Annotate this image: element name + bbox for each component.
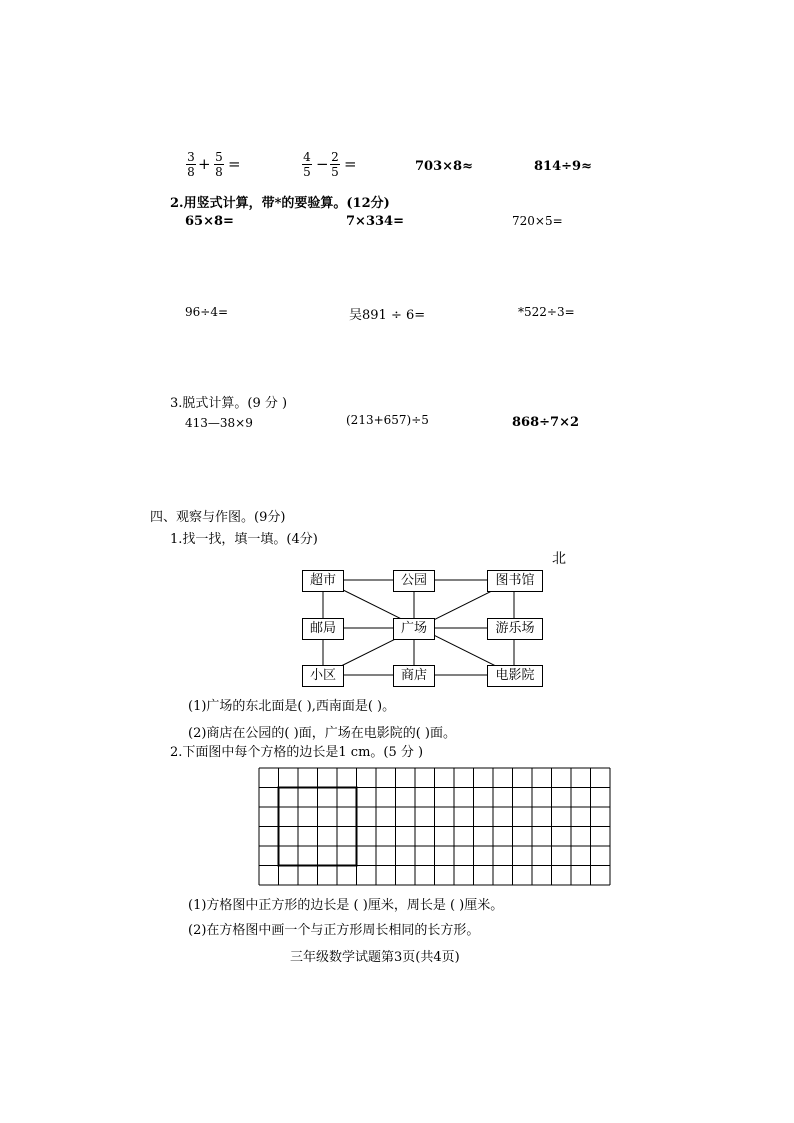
q3-item-1: 413—38×9	[185, 416, 253, 430]
p4-q2-heading: 2.下面图中每个方格的边长是1 cm。(5 分 )	[170, 745, 424, 760]
equals-sign: =	[344, 155, 357, 173]
q2-item-6: *522÷3=	[518, 305, 575, 319]
minus-sign: −	[316, 155, 329, 173]
page-footer: 三年级数学试题第3页(共4页)	[290, 950, 460, 965]
p4-q2-line-2: (2)在方格图中画一个与正方形周长相同的长方形。	[188, 923, 480, 938]
place-shangdian: 商店	[393, 665, 435, 687]
equals-sign: =	[228, 155, 241, 173]
numerator: 4	[303, 150, 311, 164]
place-youlechang: 游乐场	[487, 618, 543, 640]
place-gongyuan: 公园	[393, 570, 435, 592]
square-grid[interactable]	[258, 767, 612, 887]
numerator: 5	[215, 150, 223, 164]
plus-sign: +	[198, 155, 211, 173]
part4-heading: 四、观察与作图。(9分)	[150, 510, 286, 525]
place-dianyingyuan: 电影院	[487, 665, 543, 687]
q2-item-4: 96÷4=	[185, 305, 229, 319]
denominator: 8	[215, 165, 223, 179]
denominator: 5	[303, 165, 311, 179]
numerator: 2	[331, 150, 339, 164]
denominator: 8	[187, 165, 195, 179]
estimate-814div9: 814÷9≈	[534, 159, 592, 174]
q3-heading: 3.脱式计算。(9 分 )	[170, 396, 288, 411]
q3-item-3: 868÷7×2	[512, 415, 580, 430]
denominator: 5	[331, 165, 339, 179]
place-tushuguan: 图书馆	[487, 570, 543, 592]
p4-q1-line-2: (2)商店在公园的( )面，广场在电影院的( )面。	[188, 726, 456, 741]
numerator: 3	[187, 150, 195, 164]
p4-q2-line-1: (1)方格图中正方形的边长是 ( )厘米，周长是 ( )厘米。	[188, 898, 504, 913]
q2-item-5: 吴891 ÷ 6=	[349, 308, 426, 323]
q3-item-2: (213+657)÷5	[346, 413, 429, 427]
place-youju: 邮局	[302, 618, 344, 640]
p4-q1-heading: 1.找一找，填一填。(4分)	[170, 532, 318, 547]
p4-q1-line-1: (1)广场的东北面是( ),西南面是( )。	[188, 699, 396, 714]
place-guangchang: 广场	[393, 618, 435, 640]
q2-item-2: 7×334=	[346, 214, 404, 229]
q2-heading: 2.用竖式计算，带*的要验算。(12分)	[170, 196, 390, 211]
q2-item-1: 65×8=	[185, 214, 234, 229]
q2-item-3: 720×5=	[512, 214, 563, 228]
north-label: 北	[552, 551, 566, 567]
estimate-703x8: 703×8≈	[415, 159, 473, 174]
place-chaoshi: 超市	[302, 570, 344, 592]
place-xiaoqu: 小区	[302, 665, 344, 687]
